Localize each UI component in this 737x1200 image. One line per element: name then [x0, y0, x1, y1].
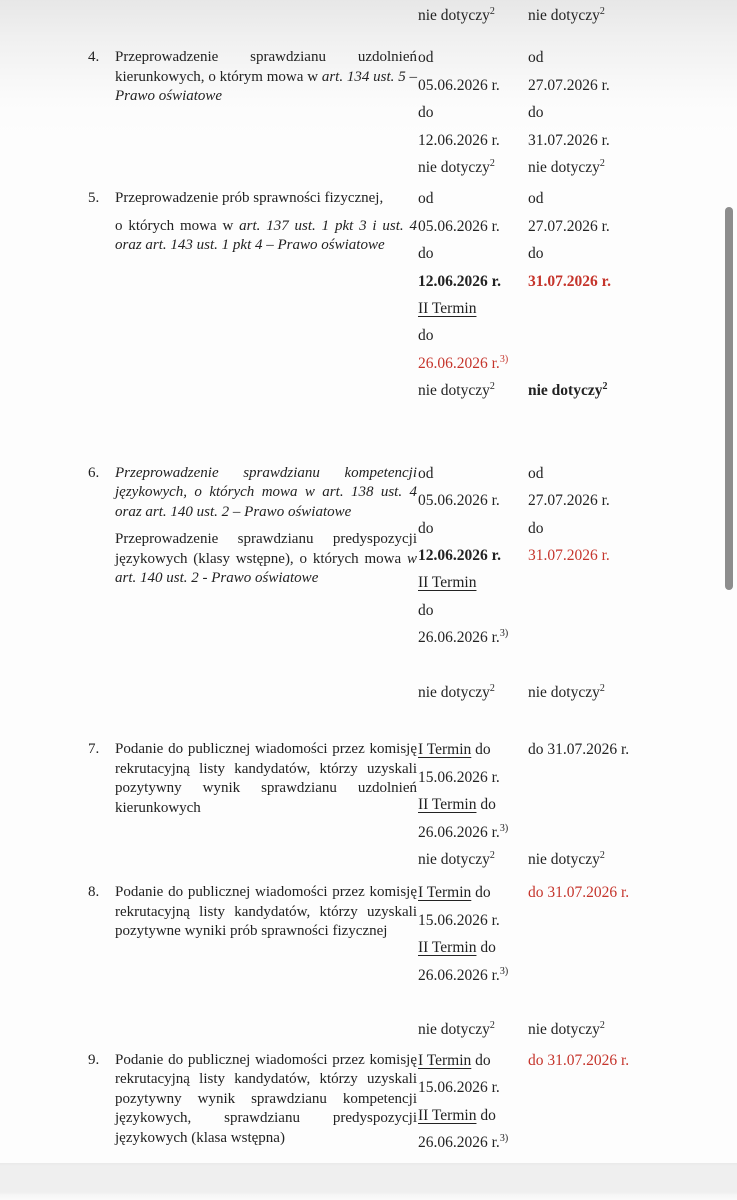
date-line — [528, 542, 737, 569]
term-column-second — [528, 736, 737, 873]
date-line — [528, 295, 737, 322]
row-number: 7. — [88, 741, 100, 758]
date-text: nie dotyczy — [418, 7, 490, 24]
page-bottom-band — [0, 1163, 737, 1200]
date-line — [528, 240, 737, 267]
footnote-marker: 2 — [602, 381, 608, 393]
date-line — [528, 764, 737, 791]
task-paragraph — [115, 48, 417, 107]
date-line — [528, 879, 737, 906]
date-text: do — [418, 519, 434, 537]
date-line — [418, 1129, 528, 1156]
footnote-marker: 2 — [489, 5, 495, 17]
date-line — [528, 322, 737, 349]
term-column-second — [528, 185, 737, 404]
date-text: do 31.07.2026 r. — [528, 884, 630, 902]
task-paragraph — [115, 883, 417, 942]
table-row — [0, 879, 737, 1043]
date-line — [418, 268, 528, 295]
task-description — [115, 1047, 418, 1157]
term-column-first — [418, 44, 528, 181]
date-line — [528, 268, 737, 295]
table-row — [0, 185, 737, 404]
date-line — [528, 962, 737, 989]
date-text: do — [528, 104, 544, 122]
termin-label: I Termin — [418, 884, 472, 902]
date-text: nie dotyczy — [528, 683, 600, 701]
date-line — [528, 460, 737, 487]
date-line — [528, 624, 737, 651]
date-line — [528, 99, 737, 126]
footnote-marker: 3) — [499, 353, 509, 365]
date-text: od — [528, 464, 544, 482]
date-text: do — [418, 245, 434, 263]
date-line — [418, 624, 528, 651]
date-line — [528, 185, 737, 212]
date-text: nie dotyczy — [528, 850, 600, 868]
term-column-second — [528, 460, 737, 707]
task-paragraph — [115, 189, 417, 209]
date-text: do — [418, 601, 434, 619]
text-run: Podanie do publicznej wiadomości przez komisję rekrutacyjną listy kandydatów, którzy uzyskali pozytywny wynik sprawdzianu uzdolnień kierunkowych — [115, 741, 417, 816]
footnote-marker: 2 — [489, 381, 495, 393]
date-text: nie dotyczy — [418, 1021, 490, 1039]
date-text: do — [476, 1106, 496, 1124]
term-column-second — [528, 1047, 737, 1157]
date-line — [528, 652, 737, 679]
date-text: do — [476, 939, 496, 957]
date-line — [528, 2, 737, 29]
date-line — [418, 1047, 528, 1074]
date-text: nie dotyczy — [528, 7, 600, 24]
footnote-marker: 3) — [499, 1132, 509, 1144]
date-line — [418, 240, 528, 267]
term-column-first — [418, 460, 528, 707]
row-number — [88, 2, 115, 29]
text-run: Podanie do publicznej wiadomości przez komisję rekrutacyjną listy kandydatów, którzy uzyskali pozytywne wyniki prób sprawności fizycznej — [115, 884, 417, 940]
task-paragraph — [115, 530, 417, 589]
date-line — [528, 846, 737, 873]
date-text: 31.07.2026 r. — [528, 131, 610, 149]
date-text: nie dotyczy — [528, 159, 600, 177]
date-line — [418, 99, 528, 126]
date-line — [418, 1102, 528, 1129]
date-line — [418, 377, 528, 404]
term-column-first — [418, 879, 528, 1043]
schedule-table — [0, 2, 737, 1156]
footnote-marker: 3) — [499, 965, 509, 977]
date-text: 12.06.2026 r. — [418, 272, 501, 290]
date-line — [418, 679, 528, 706]
date-line — [528, 487, 737, 514]
date-text: nie dotyczy — [418, 382, 490, 400]
date-line — [418, 652, 528, 679]
termin-label: II Termin — [418, 300, 477, 318]
footnote-marker: 2 — [599, 849, 605, 861]
date-text: 05.06.2026 r. — [418, 492, 500, 510]
date-text: do 31.07.2026 r. — [528, 741, 630, 759]
task-description — [115, 2, 418, 29]
date-line — [418, 1016, 528, 1043]
date-line — [528, 377, 737, 404]
date-text: 26.06.2026 r. — [418, 354, 500, 372]
date-line — [418, 879, 528, 906]
date-line — [528, 1016, 737, 1043]
date-line — [418, 350, 528, 377]
termin-label: I Termin — [418, 741, 472, 759]
date-line — [418, 934, 528, 961]
date-text: do — [476, 796, 496, 814]
date-text: do — [418, 104, 434, 122]
row-number: 9. — [88, 1051, 100, 1068]
date-text: 26.06.2026 r. — [418, 823, 500, 841]
table-row — [0, 1047, 737, 1157]
date-text: od — [528, 190, 544, 208]
date-text: do — [471, 884, 491, 902]
task-paragraph — [115, 464, 417, 523]
date-line — [418, 819, 528, 846]
text-run: w art. 140 ust. 2 - Prawo oświatowe — [115, 550, 417, 587]
date-line — [528, 736, 737, 763]
termin-label: II Termin — [418, 574, 477, 592]
table-row — [0, 736, 737, 873]
date-line — [418, 213, 528, 240]
date-line — [528, 350, 737, 377]
table-row — [0, 44, 737, 181]
date-line — [418, 569, 528, 596]
date-line — [418, 185, 528, 212]
date-line — [418, 44, 528, 71]
date-line — [418, 127, 528, 154]
date-text: 27.07.2026 r. — [528, 492, 610, 510]
date-line — [528, 569, 737, 596]
date-line — [418, 487, 528, 514]
task-description — [115, 460, 418, 707]
date-line — [418, 154, 528, 181]
footnote-marker: 2 — [489, 849, 495, 861]
task-description — [115, 44, 418, 181]
date-text: 12.06.2026 r. — [418, 546, 501, 564]
task-paragraph — [115, 217, 417, 256]
date-text: 26.06.2026 r. — [418, 629, 500, 647]
date-line — [418, 962, 528, 989]
footnote-marker: 2 — [489, 1020, 495, 1032]
date-text: do — [471, 1051, 491, 1069]
text-run: art. 137 ust. 1 pkt 3 i ust. 4 oraz art. 143 ust. 1 pkt 4 – Prawo oświatowe — [115, 217, 417, 254]
date-line — [418, 846, 528, 873]
date-text: od — [418, 190, 434, 208]
date-text: 15.06.2026 r. — [418, 1079, 500, 1097]
date-line — [418, 460, 528, 487]
task-description — [115, 879, 418, 1043]
term-column-second — [528, 2, 737, 29]
date-line — [528, 791, 737, 818]
date-line — [418, 791, 528, 818]
text-run: Podanie do publicznej wiadomości przez komisję rekrutacyjną listy kandydatów, którzy uzyskali pozytywny wynik sprawdzianu kompetencji językowych, sprawdzianu predyspozycji językowych (klasa wstępna) — [115, 1051, 417, 1146]
footnote-marker: 2 — [599, 1020, 605, 1032]
date-line — [418, 72, 528, 99]
date-text: 15.06.2026 r. — [418, 911, 500, 929]
date-line — [528, 154, 737, 181]
date-text: 27.07.2026 r. — [528, 76, 610, 94]
footnote-marker: 3) — [499, 822, 509, 834]
date-line — [528, 72, 737, 99]
termin-label: II Termin — [418, 1106, 477, 1124]
date-line — [528, 989, 737, 1016]
date-line — [418, 764, 528, 791]
date-text: 26.06.2026 r. — [418, 966, 500, 984]
text-run: Przeprowadzenie sprawdzianu predyspozycji językowych (klasy wstępne), o których mowa — [115, 531, 417, 567]
row-number: 4. — [88, 49, 100, 66]
date-line — [528, 515, 737, 542]
date-text: 31.07.2026 r. — [528, 272, 611, 290]
date-line — [418, 989, 528, 1016]
date-text: 15.06.2026 r. — [418, 768, 500, 786]
date-line — [418, 597, 528, 624]
date-text: nie dotyczy — [418, 683, 490, 701]
date-line — [528, 934, 737, 961]
row-number: 5. — [88, 190, 100, 207]
date-line — [528, 44, 737, 71]
task-description — [115, 185, 418, 404]
date-text: do — [528, 519, 544, 537]
footnote-marker: 2 — [599, 682, 605, 694]
date-text: do — [418, 327, 434, 345]
row-number: 8. — [88, 884, 100, 901]
date-line — [528, 819, 737, 846]
footnote-marker: 2 — [489, 682, 495, 694]
date-line — [418, 322, 528, 349]
date-line — [418, 1074, 528, 1101]
table-row — [0, 2, 737, 29]
term-column-second — [528, 879, 737, 1043]
text-run: art. 134 ust. 5 – Prawo oświatowe — [115, 68, 417, 105]
date-line — [528, 1129, 737, 1156]
termin-label: I Termin — [418, 1051, 472, 1069]
task-paragraph — [115, 740, 417, 818]
term-column-first — [418, 185, 528, 404]
date-line — [528, 213, 737, 240]
date-text: nie dotyczy — [418, 159, 490, 177]
term-column-second — [528, 44, 737, 181]
termin-label: II Termin — [418, 796, 477, 814]
term-column-first — [418, 736, 528, 873]
date-line — [528, 1047, 737, 1074]
date-line — [528, 1074, 737, 1101]
footnote-marker: 3) — [499, 627, 509, 639]
date-line — [418, 736, 528, 763]
task-paragraph — [115, 1051, 417, 1149]
date-text: od — [528, 49, 544, 67]
date-text: 05.06.2026 r. — [418, 217, 500, 235]
date-line — [528, 597, 737, 624]
text-run: Przeprowadzenie prób sprawności fizycznej, — [115, 190, 384, 207]
date-text: 26.06.2026 r. — [418, 1134, 500, 1152]
date-text: 05.06.2026 r. — [418, 76, 500, 94]
row-number: 6. — [88, 464, 100, 481]
date-line — [528, 679, 737, 706]
text-run: Przeprowadzenie sprawdzianu uzdolnień kierunkowych, o którym mowa w — [115, 49, 417, 85]
date-text: 31.07.2026 r. — [528, 546, 610, 564]
date-line — [528, 907, 737, 934]
date-line — [418, 2, 528, 29]
date-line — [418, 295, 528, 322]
table-row — [0, 460, 737, 707]
text-run: o których mowa w — [115, 217, 240, 234]
date-text: nie dotyczy — [528, 382, 603, 400]
date-text: do 31.07.2026 r. — [528, 1051, 630, 1069]
date-text: nie dotyczy — [418, 850, 490, 868]
termin-label: II Termin — [418, 939, 477, 957]
footnote-marker: 2 — [599, 157, 605, 169]
date-text: do — [528, 245, 544, 263]
date-text: od — [418, 464, 434, 482]
date-line — [528, 127, 737, 154]
date-text: od — [418, 49, 434, 67]
term-column-first — [418, 1047, 528, 1157]
date-text: 27.07.2026 r. — [528, 217, 610, 235]
scrollbar-thumb[interactable] — [725, 207, 733, 590]
date-text: do — [471, 741, 491, 759]
date-line — [418, 907, 528, 934]
date-line — [418, 542, 528, 569]
date-line — [528, 1102, 737, 1129]
text-run: Przeprowadzenie sprawdzianu kompetencji językowych, o których mowa w art. 138 ust. 4 oraz art. 140 ust. 2 – Prawo oświatowe — [115, 464, 417, 520]
date-text: nie dotyczy — [528, 1021, 600, 1039]
footnote-marker: 2 — [489, 157, 495, 169]
date-text: 12.06.2026 r. — [418, 131, 500, 149]
task-description — [115, 736, 418, 873]
footnote-marker: 2 — [599, 5, 605, 17]
date-line — [418, 515, 528, 542]
term-column-first — [418, 2, 528, 29]
